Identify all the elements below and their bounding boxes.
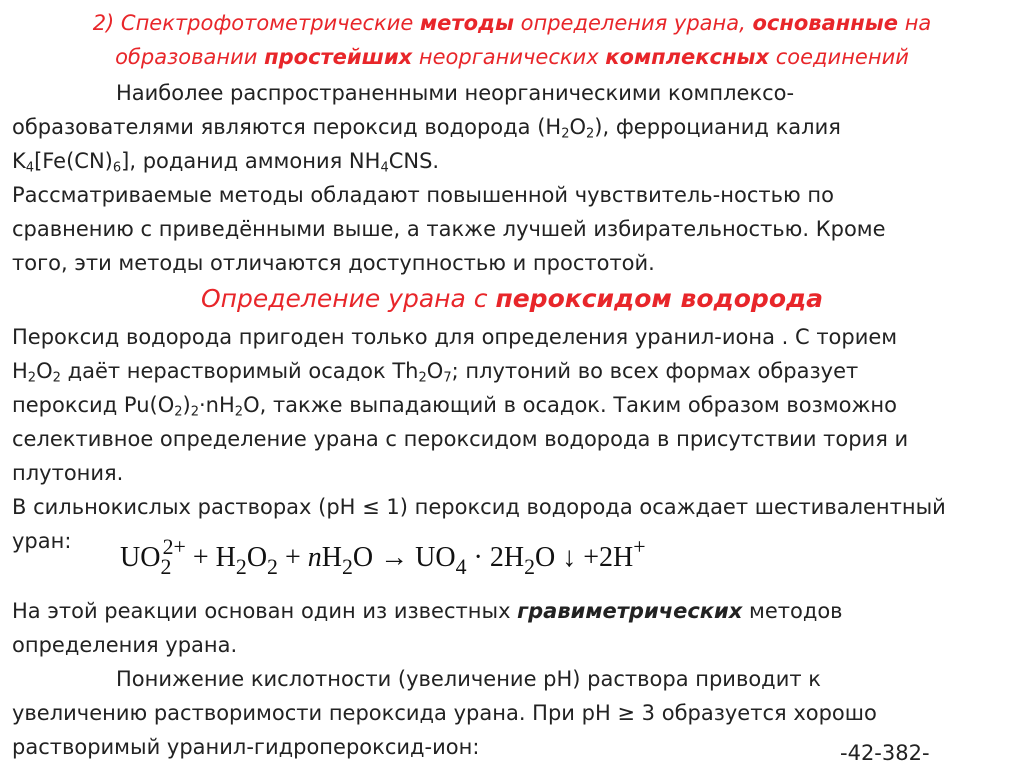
methods-line-2: сравнению с приведёнными выше, а также лучшей избирательностью. Кроме <box>12 217 886 241</box>
reaction-equation: $UO_2^{2+} + H_2O_2 + nH_2O \to UO_4 \cdot 2H_2O$ ↓ +2H+ <box>120 530 646 586</box>
intro-line-2: образователями являются пероксид водорода $(H_2O_2)$, ферроцианид калия <box>12 115 841 142</box>
acidity-line-3: растворимый уранил-гидропероксид-ион: <box>12 735 480 759</box>
peroxide-line-3: пероксид $Pu(O_2)_2\cdot nH_2O$, также выпадающий в осадок. Таким образом возможно <box>12 393 897 420</box>
acidic-line-1: В сильнокислых растворах (pH ≤ 1) пероксид водорода осаждает шестивалентный <box>12 495 946 519</box>
acidity-line-2: увеличению растворимости пероксида урана. При pH ≥ 3 образуется хорошо <box>12 701 877 725</box>
gravimetric-line-2: определения урана. <box>12 633 238 657</box>
methods-line-1: Рассматриваемые методы обладают повышенной чувствитель-ностью по <box>12 183 834 207</box>
acidic-line-2: уран: <box>12 529 72 553</box>
peroxide-line-4: селективное определение урана с пероксидом водорода в присутствии тория и <box>12 427 909 451</box>
uranyl-charge: $_2^{2+}$ <box>160 535 186 579</box>
slide-title-line-1: 2) Спектрофотометрические методы определения урана, основанные на <box>92 11 932 35</box>
section-subtitle: Определение урана с пероксидом водорода <box>200 284 824 313</box>
page-number: -42-382- <box>840 741 930 765</box>
peroxide-line-2: $H_2O_2$ даёт нерастворимый осадок $Th_2O_7$; плутоний во всех формах образует <box>12 359 859 386</box>
peroxide-line-5: плутония. <box>12 461 124 485</box>
intro-line-3: $K_4[Fe(CN)_6]$, роданид аммония $NH_4CNS$. <box>12 149 440 176</box>
methods-line-3: того, эти методы отличаются доступностью и простотой. <box>12 251 655 275</box>
gravimetric-line-1: На этой реакции основан один из известных гравиметрических методов <box>12 599 843 623</box>
peroxide-line-1: Пероксид водорода пригоден только для определения уранил-иона . С торием <box>12 325 898 349</box>
acidity-line-1: Понижение кислотности (увеличение pH) раствора приводит к <box>116 667 821 691</box>
intro-line-1: Наиболее распространенными неорганическими комплексо- <box>116 81 795 105</box>
slide-title-line-2: образовании простейших неорганических комплексных соединений <box>115 45 909 69</box>
